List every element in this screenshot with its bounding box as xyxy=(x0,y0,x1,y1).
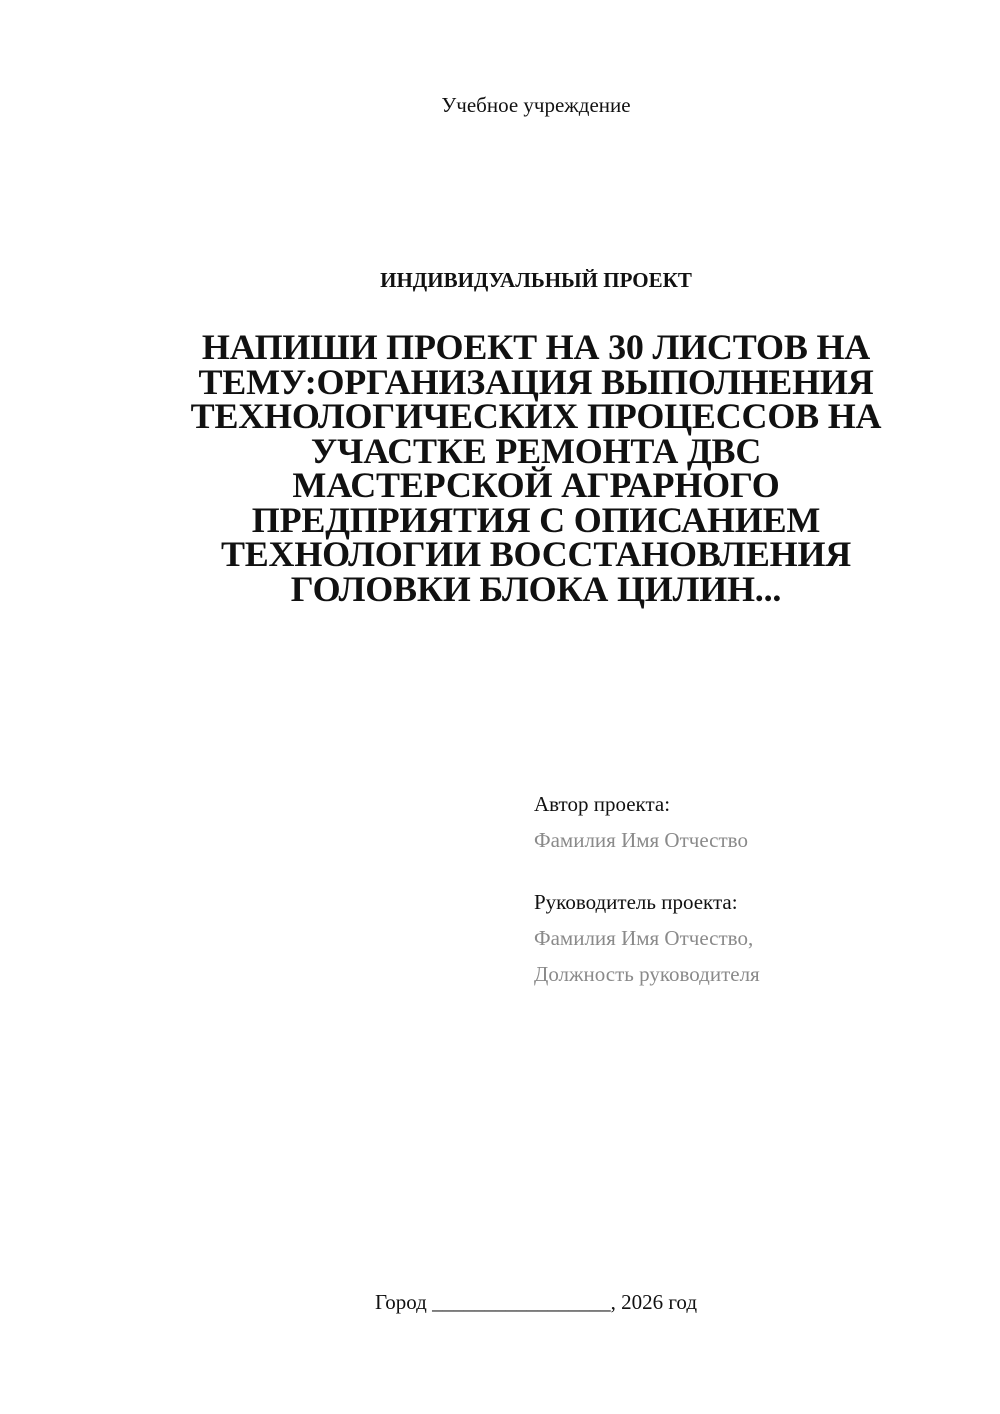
supervisor-position: Должность руководителя xyxy=(534,962,760,986)
institution-name: Учебное учреждение xyxy=(441,93,631,117)
project-title-line: ГОЛОВКИ БЛОКА ЦИЛИН... xyxy=(290,568,782,609)
project-title-line: МАСТЕРСКОЙ АГРАРНОГО xyxy=(292,465,780,505)
spacer xyxy=(534,861,974,887)
project-title-line: НАПИШИ ПРОЕКТ НА 30 ЛИСТОВ НА xyxy=(201,327,871,367)
city-year-line: Город _________________, 2026 год xyxy=(374,1290,698,1314)
project-title-line: ПРЕДПРИЯТИЯ С ОПИСАНИЕМ xyxy=(251,499,821,540)
project-title-line: ТЕХНОЛОГИЧЕСКИХ ПРОЦЕССОВ НА xyxy=(190,396,882,436)
author-name: Фамилия Имя Отчество xyxy=(534,828,748,852)
author-label: Автор проекта: xyxy=(534,792,671,816)
project-title-line: ТЕМУ:ОРГАНИЗАЦИЯ ВЫПОЛНЕНИЯ xyxy=(198,361,874,402)
project-title xyxy=(160,327,912,609)
project-people-block xyxy=(534,789,974,995)
project-title-line: ТЕХНОЛОГИИ ВОССТАНОВЛЕНИЯ xyxy=(220,534,852,574)
supervisor-label: Руководитель проекта: xyxy=(534,890,738,914)
project-title-line: УЧАСТКЕ РЕМОНТА ДВС xyxy=(310,430,762,471)
supervisor-name: Фамилия Имя Отчество, xyxy=(534,926,754,950)
project-type-heading: ИНДИВИДУАЛЬНЫЙ ПРОЕКТ xyxy=(380,268,692,292)
